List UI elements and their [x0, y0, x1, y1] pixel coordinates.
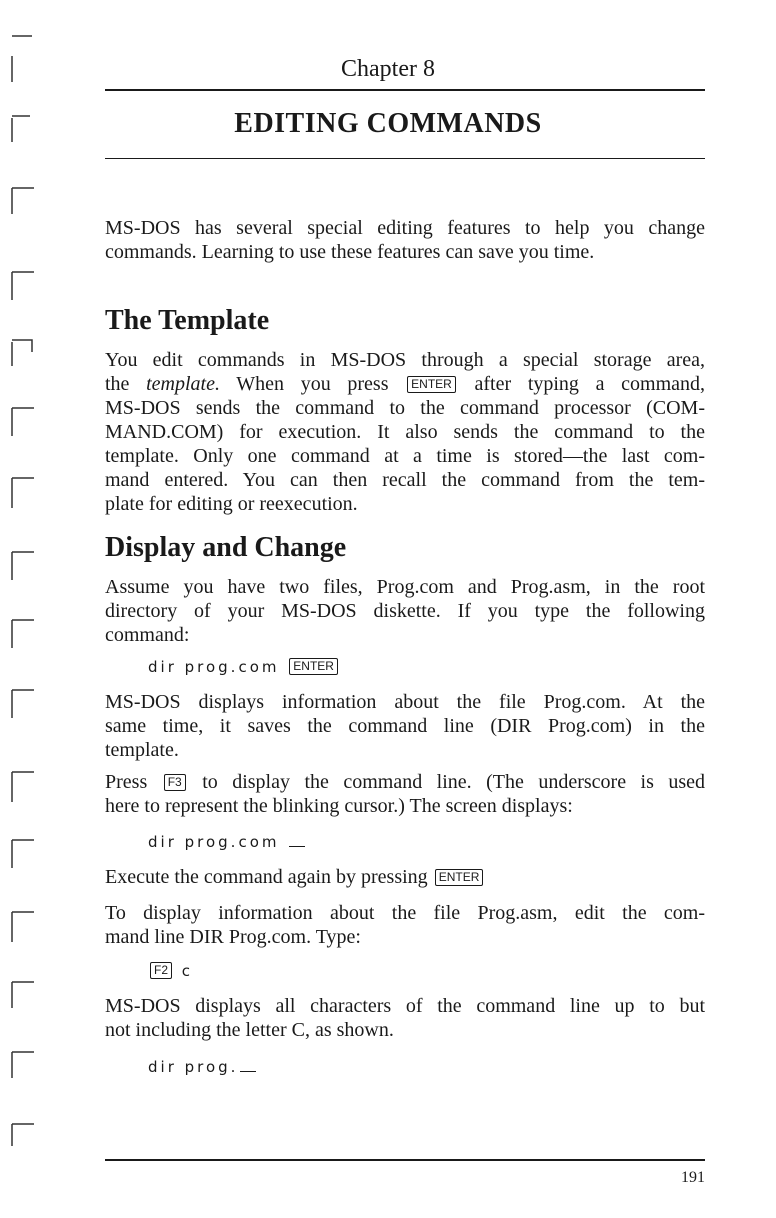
- section-heading-template: The Template: [105, 305, 270, 336]
- text-line: Assume you have two files, Prog.com and Prog.asm, in the root: [105, 576, 705, 598]
- binding-marks: [0, 0, 50, 1218]
- chapter-title: EDITING COMMANDS: [234, 108, 542, 139]
- text-line: MS-DOS sends the command to the command processor (COM-: [105, 397, 705, 419]
- cursor-icon: [240, 1059, 256, 1072]
- text-line: not including the letter C, as shown.: [105, 1019, 394, 1041]
- f2-key-icon: F2: [150, 962, 172, 979]
- display-paragraph-6: [105, 994, 705, 1042]
- display-paragraph-1: [105, 575, 705, 647]
- text-line: commands. Learning to use these features can save you time.: [105, 241, 595, 263]
- text-line: MS-DOS displays information about the file Prog.com. At the: [105, 691, 705, 713]
- footer-rule: [105, 1159, 705, 1161]
- text-line: directory of your MS-DOS diskette. If you type the following: [105, 600, 705, 622]
- display-paragraph-2: [105, 690, 705, 762]
- text-line: command:: [105, 624, 190, 646]
- text-line: You edit commands in MS-DOS through a special storage area,: [105, 349, 705, 371]
- enter-key-icon: ENTER: [407, 376, 456, 393]
- text-line: MS-DOS has several special editing features to help you change: [105, 217, 705, 239]
- display-paragraph-3: [105, 770, 705, 818]
- display-paragraph-5: [105, 901, 705, 949]
- text-line: MAND.COM) for execution. It also sends the command to the: [105, 421, 705, 443]
- template-term: template.: [146, 373, 220, 395]
- f3-key-icon: F3: [164, 774, 186, 791]
- section-heading-display: Display and Change: [105, 532, 347, 563]
- text-line: MS-DOS displays all characters of the command line up to but: [105, 995, 705, 1017]
- cursor-icon: [289, 834, 305, 847]
- text-line: Execute the command again by pressing ENTER: [105, 865, 705, 889]
- text-line: To display information about the file Prog.asm, edit the com-: [105, 902, 705, 924]
- display-paragraph-4: [105, 865, 705, 889]
- text-line: plate for editing or reexecution.: [105, 493, 358, 515]
- enter-key-icon: ENTER: [435, 869, 484, 886]
- text-line: mand entered. You can then recall the command from the tem-: [105, 469, 705, 491]
- enter-key-icon: ENTER: [289, 658, 338, 675]
- code-example-1: dir prog.com ENTER: [148, 656, 340, 678]
- text-line: same time, it saves the command line (DIR Prog.com) in the: [105, 715, 705, 737]
- code-example-2: dir prog.com: [148, 831, 305, 853]
- text-line: Press F3 to display the command line. (The underscore is used: [105, 771, 706, 793]
- text-line: the template. When you press ENTER after typing a command,: [105, 373, 706, 395]
- text-line: mand line DIR Prog.com. Type:: [105, 926, 361, 948]
- chapter-label: Chapter 8: [341, 56, 435, 82]
- title-rule: [105, 158, 705, 159]
- text-line: template.: [105, 739, 179, 761]
- page-number: 191: [681, 1169, 705, 1186]
- code-example-3: F2 c: [148, 960, 193, 982]
- code-example-4: dir prog.: [148, 1056, 256, 1078]
- text-line: here to represent the blinking cursor.) The screen displays:: [105, 795, 573, 817]
- text-line: template. Only one command at a time is stored—the last com-: [105, 445, 705, 467]
- template-paragraph: [105, 348, 705, 516]
- intro-paragraph: [105, 216, 705, 264]
- header-rule: [105, 89, 705, 91]
